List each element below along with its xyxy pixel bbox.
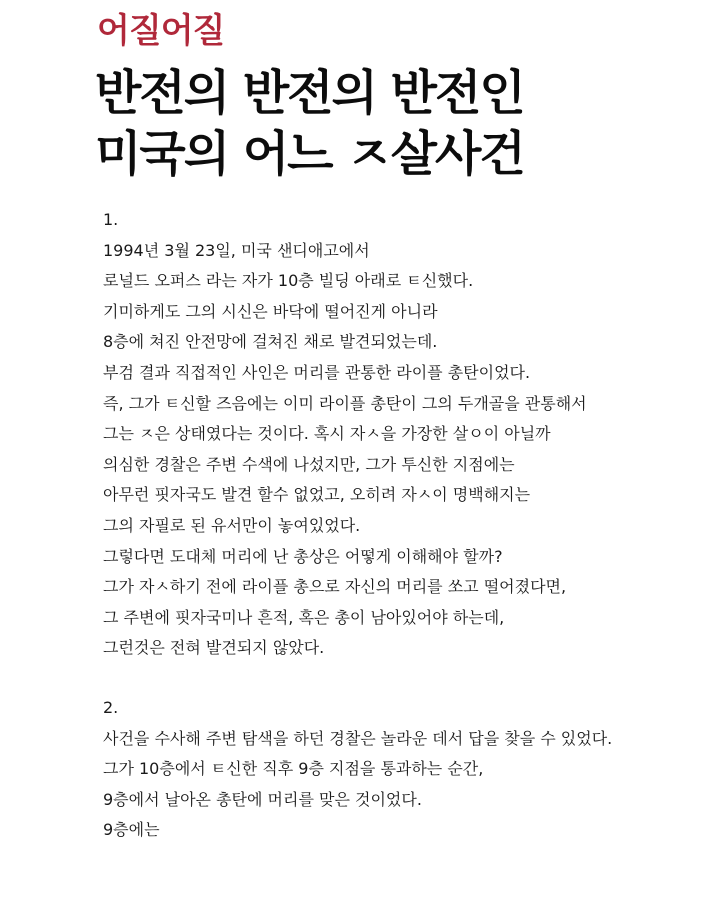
paragraph-line: 그렇다면 도대체 머리에 난 총상은 어떻게 이해해야 할까? [103, 546, 503, 566]
paragraph-line: 8층에 쳐진 안전망에 걸쳐진 채로 발견되었는데. [103, 332, 438, 352]
paragraph-line: 그가 10층에서 ㅌ신한 직후 9층 지점을 통과하는 순간, [103, 759, 484, 779]
paragraph-line: 로널드 오퍼스 라는 자가 10층 빌딩 아래로 ㅌ신했다. [103, 271, 474, 291]
paragraph-line: 1994년 3월 23일, 미국 샌디애고에서 [103, 240, 370, 260]
section-gap [103, 664, 693, 693]
headline-line-2: 미국의 어느 ㅈ살사건 [95, 126, 524, 182]
paragraph-line: 9층에는 [103, 820, 160, 840]
paragraph-line: 기미하게도 그의 시신은 바닥에 떨어진게 아니라 [103, 301, 438, 321]
paragraph-line: 의심한 경찰은 주변 수색에 나섰지만, 그가 투신한 지점에는 [103, 454, 515, 474]
article-body [103, 205, 693, 846]
section-number: 1. [103, 210, 119, 229]
paragraph-line: 그 주변에 핏자국미나 흔적, 혹은 총이 남아있어야 하는데, [103, 607, 505, 627]
paragraph-line: 아무런 핏자국도 발견 할수 없었고, 오히려 자ㅅ이 명백해지는 [103, 485, 531, 505]
section-1 [103, 205, 693, 664]
paragraph-line: 9층에서 날아온 총탄에 머리를 맞은 것이었다. [103, 789, 422, 809]
paragraph-line: 그는 ㅈ은 상태였다는 것이다. 혹시 자ㅅ을 가장한 살ㅇ이 아닐까 [103, 424, 551, 444]
section-number: 2. [103, 697, 119, 717]
paragraph-line: 그가 자ㅅ하기 전에 라이플 총으로 자신의 머리를 쏘고 떨어졌다면, [103, 577, 567, 597]
paragraph-line: 부검 결과 직접적인 사인은 머리를 관통한 라이플 총탄이었다. [103, 362, 531, 382]
brand-label: 어질어질 [97, 11, 225, 51]
paragraph-line: 사건을 수사해 주변 탐색을 하던 경찰은 놀라운 데서 답을 찾을 수 있었다. [103, 728, 613, 748]
paragraph-line: 그의 자필로 된 유서만이 놓여있었다. [103, 515, 361, 535]
paragraph-line: 즉, 그가 ㅌ신할 즈음에는 이미 라이플 총탄이 그의 두개골을 관통해서 [103, 393, 587, 413]
section-2 [103, 693, 693, 846]
paragraph-line: 그런것은 전혀 발견되지 않았다. [103, 638, 325, 658]
headline-line-1: 반전의 반전의 반전인 [95, 65, 524, 121]
